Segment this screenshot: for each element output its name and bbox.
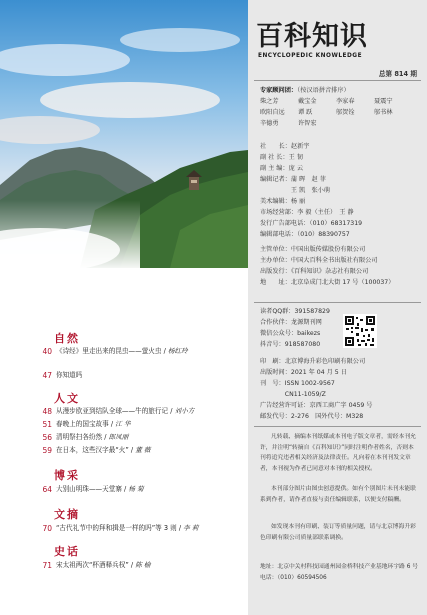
image-credit-notice: 本刊部分图片由图虫创意提供。如有个别图片未刊未能联系到作者，请作者直接与责任编辑联系，以便支付稿酬。	[260, 486, 416, 503]
toc-item[interactable]	[36, 560, 241, 571]
toc-item[interactable]	[36, 370, 241, 381]
toc-item[interactable]	[36, 419, 241, 430]
print-block: 印 刷：北京博海升彩色印刷有限公司 出版时间：2021 年 04 月 5 日 刊 号：ISSN 1002-9567 CN11-1059/Z 广告经营许可证：京西工商广字 0459 号 邮发代号：2-276 国外代号：M328	[260, 358, 373, 420]
toc-page-number: 70	[42, 524, 52, 533]
toc-page-number: 64	[42, 485, 52, 494]
advisor-row: 柴之芳 戴宝金 李家春 聂震宁	[260, 98, 393, 105]
advisor-row: 辛德勇 许智宏	[260, 120, 317, 127]
toc-page-number: 47	[42, 371, 52, 380]
advisors-heading: 专家顾问团：	[260, 87, 298, 94]
toc-title: 你知道吗	[56, 371, 83, 379]
qr-code	[343, 314, 377, 348]
toc-title: 春晚上的国宝故事 / 江 华	[56, 420, 131, 428]
toc-title: “古代礼节中的拜和揖是一样的吗”等 3 则 / 李 莉	[56, 524, 199, 532]
toc-section-humanities: 人文	[54, 392, 80, 405]
toc-page-number: 71	[42, 561, 52, 570]
toc-section-digest: 文摘	[54, 508, 80, 521]
quality-notice: 如发现本刊有印刷、装订等质量问题，请与北京博海升彩色印刷有限公司质量部联系调换。	[260, 524, 416, 541]
toc-page-number: 56	[42, 433, 52, 442]
toc-item[interactable]	[36, 346, 241, 357]
masthead-panel	[248, 0, 427, 615]
divider	[254, 426, 421, 427]
advisors-block	[260, 85, 420, 129]
mountain-photo	[0, 0, 248, 268]
toc-title: 清明祭扫各纷然 / 郎凤丽	[56, 433, 129, 441]
issue-number: 总第 814 期	[378, 70, 417, 78]
divider	[254, 80, 421, 81]
magazine-title: 百科知识	[256, 21, 368, 52]
toc-section-nature: 自然	[54, 332, 80, 345]
publisher-block: 主管单位：中国出版传媒股份有限公司 主办单位：中国大百科全书出版社有限公司 出版发行：《百科知识》杂志社有限公司 地 址：北京阜成门北大街 17 号（100037）	[260, 246, 395, 286]
toc-section-selections: 博采	[54, 469, 80, 482]
toc-page-number: 51	[42, 420, 52, 429]
toc-title: 宋太祖两次“杯酒释兵权” / 陈 榆	[56, 561, 151, 569]
toc-item[interactable]	[36, 406, 241, 417]
advisor-row: 欧阳自远 谭 跃 邬贺铨 邬书林	[260, 109, 393, 116]
advisors-heading-row	[260, 85, 420, 96]
divider	[254, 302, 421, 303]
staff-block: 社 长：赵新宇 副 社 长：王 韧 副 主 编：庞 云 编辑记者：蒲 晖 赵 菲 王 凯 张小萌 美术编辑：杨 丽 市场经营部：李 毅（主任） 王 静 发行广告部电话：（010）68317319 编辑部电话：（010）88390757	[260, 143, 363, 238]
toc-title: 大别山明珠——天堂寨 / 杨 菊	[56, 485, 144, 493]
toc-page-number: 48	[42, 407, 52, 416]
toc-section-history: 史话	[54, 545, 80, 558]
toc-item[interactable]	[36, 445, 241, 456]
contact-block: 读者QQ群：391587829 合作伙伴：龙源期刊网 微信公众号：baikezs 抖音号：918587080	[260, 308, 330, 348]
magazine-logo	[256, 22, 420, 66]
magazine-title-english: ENCYCLOPEDIC KNOWLEDGE	[258, 53, 363, 59]
toc-item[interactable]	[36, 432, 241, 443]
toc-item[interactable]	[36, 484, 241, 495]
toc-title: 《诗经》里走出来的昆虫——萤火虫 / 杨红玲	[56, 347, 188, 355]
toc-item[interactable]	[36, 523, 241, 534]
copyright-notice: 凡转载、摘编本刊纸媒或本刊电子版文章者，需经本刊允许，并注明“转摘自《百科知识》”同时注明作者姓名，否则本刊将追究违者相关经济及法律责任。凡向着在本刊刊发文章者，本刊视为作者已同意对本刊的相关授权。	[260, 434, 416, 472]
toc-page-number: 59	[42, 446, 52, 455]
toc-page-number: 40	[42, 347, 52, 356]
printer-address: 地址：北京中关村科技园通州园金桥科技产业基地环宇路 6 号 电话：（010）60594506	[260, 564, 419, 581]
advisors-note: （按汉语拼音排序）	[297, 87, 350, 94]
toc-title: 在日本，这些汉字最“火” / 董 薇	[56, 446, 151, 454]
toc-title: 从漫步欧亚到结队全球——牛的旅行记 / 刘小方	[56, 407, 195, 415]
